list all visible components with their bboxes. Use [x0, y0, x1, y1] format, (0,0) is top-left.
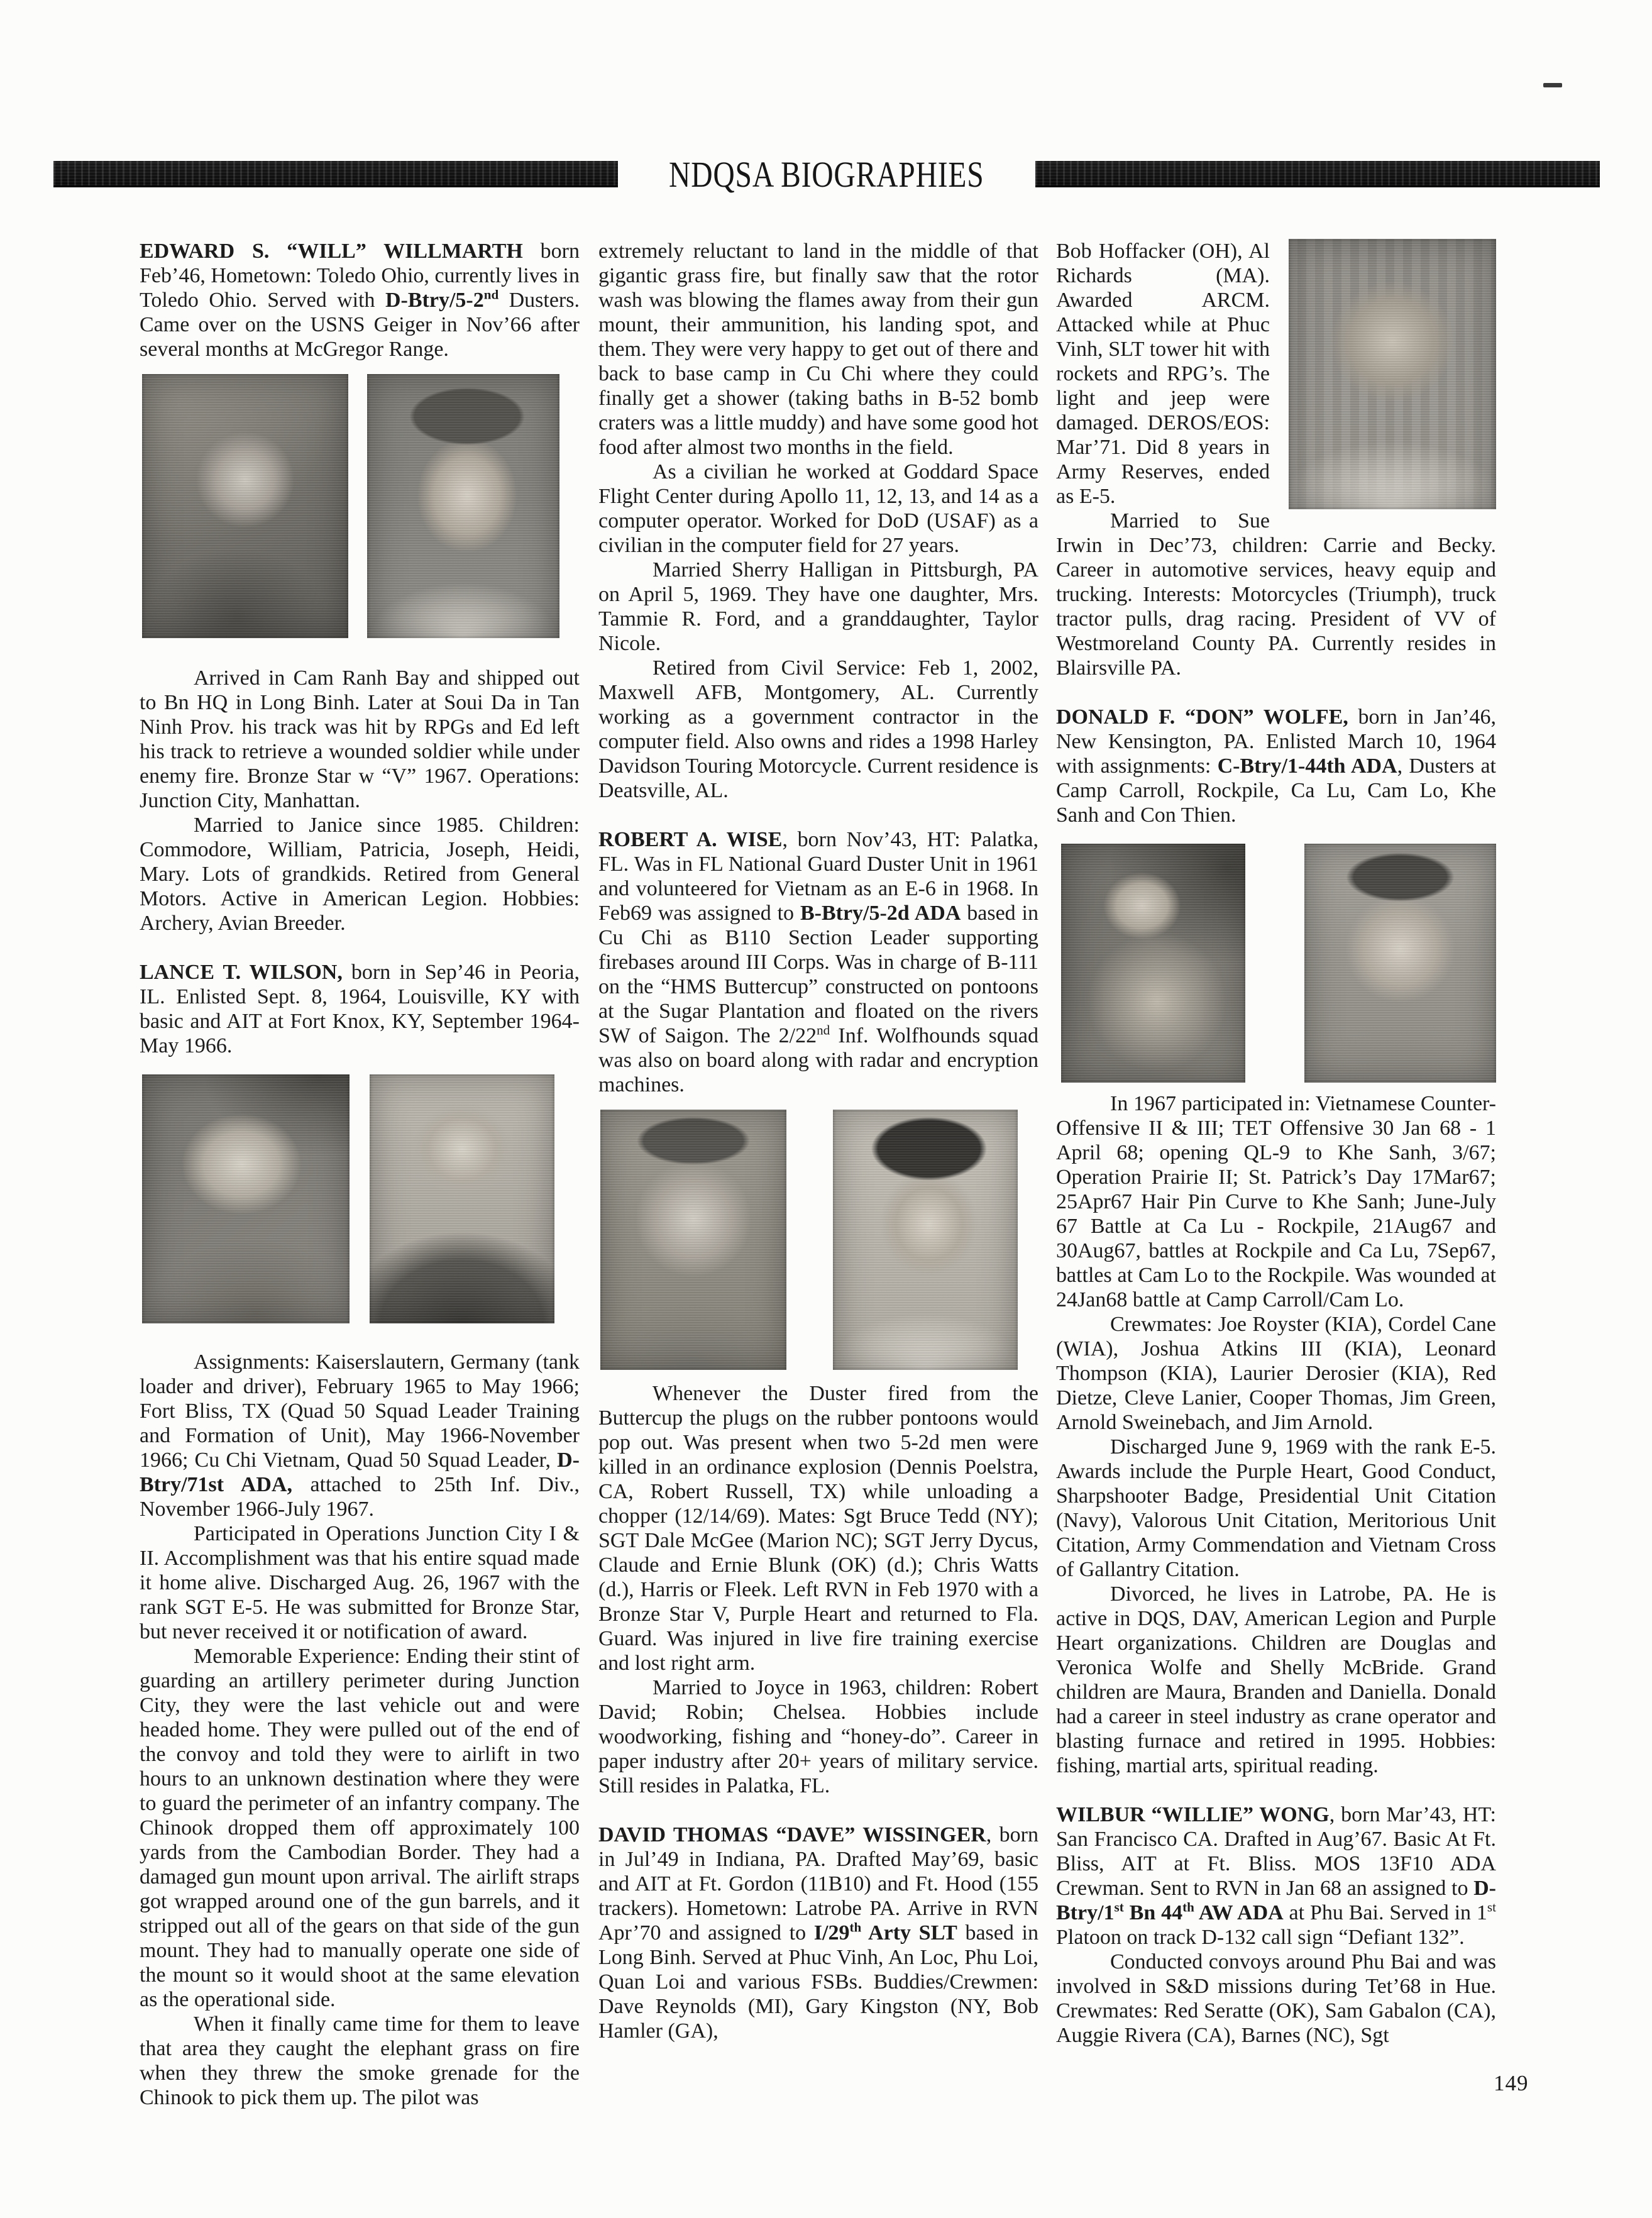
bio-wilson-assignments: Assignments: Kaiserslautern, Germany (tank loader and driver), February 1965 to May 1966; Fort Bliss, TX (Quad 50 Squad Leader Training and Formation of Unit), May 1966-November 1966; Cu Chi Vietnam, Quad 50 Squad Leader, D-Btry/71st ADA, attached to 25th Inf. Div., November 1966-July 1967. [140, 1350, 580, 1521]
column-1 [140, 239, 580, 2110]
header-bar-left [53, 161, 618, 187]
column-3 [1056, 239, 1496, 2048]
bio-wong-convoys: Conducted convoys around Phu Bai and was involved in S&D missions during Tet’68 in Hue. Crewmates: Red Seratte (OK), Sam Gabalon (CA), Auggie Rivera (CA), Barnes (NC), Sgt [1056, 1950, 1496, 2047]
bio-wolfe-family: Divorced, he lives in Latrobe, PA. He is active in DQS, DAV, American Legion and Purple Heart organizations. Children are Douglas and Veronica Wolfe and Shelly McBride. Grand children are Maura, Branden and Daniella. Donald had a career in steel industry as crane operator and blasting furnace and retired in 1995. Hobbies: fishing, martial arts, spiritual reading. [1056, 1582, 1496, 1777]
photo-row-wise [600, 1110, 1038, 1370]
bio-wilson-retirement: Retired from Civil Service: Feb 1, 2002, Maxwell AFB, Montgomery, AL. Currently working as a government contractor in the computer field. Also owns and rides a 1998 Harley Davidson Touring Motorcycle. Current residence is Deatsville, AL. [598, 656, 1038, 802]
bio-willmarth-family: Married to Janice since 1985. Children: Commodore, William, Patricia, Joseph, Heidi, Mary. Lots of grandkids. Retired from General Motors. Active in American Legion. Hobbies: Archery, Avian Breeder. [140, 814, 580, 935]
photo-wise-now [833, 1110, 1018, 1370]
bio-willmarth-intro: EDWARD S. “WILL” WILLMARTH born Feb’46, Hometown: Toledo Ohio, currently lives in Toledo Ohio. Served with D-Btry/5-2nd Dusters. Came over on the USNS Geiger in Nov’66 after several months at McGregor Range. [140, 240, 580, 361]
photo-wolfe-young [1061, 844, 1245, 1083]
photo-row-wilson [142, 1074, 580, 1323]
bio-wolfe-intro: DONALD F. “DON” WOLFE, born in Jan’46, New Kensington, PA. Enlisted March 10, 1964 with assignments: C-Btry/1-44th ADA, Dusters at Camp Carroll, Rockpile, Ca Lu, Cam Lo, Khe Sanh and Con Thien. [1056, 705, 1496, 827]
bio-willmarth-service: Arrived in Cam Ranh Bay and shipped out to Bn HQ in Long Binh. Later at Soui Da in Tan Ninh Prov. his track was hit by RPGs and Ed left his track to retrieve a wounded soldier while under enemy fire. Bronze Star w “V” 1967. Operations: Junction City, Manhattan. [140, 666, 580, 812]
bio-wolfe-crewmates: Crewmates: Joe Royster (KIA), Cordel Cane (WIA), Joshua Atkins III (KIA), Leonard Thompson (KIA), Laurier Derosier (KIA), Red Dietze, Cleve Lanier, Cooper Thomas, Jim Green, Arnold Sweinebach, and Jim Arnold. [1056, 1313, 1496, 1434]
photo-wilson-now [370, 1074, 554, 1323]
bio-wise-intro: ROBERT A. WISE, born Nov’43, HT: Palatka, FL. Was in FL National Guard Duster Unit in 1961 and volunteered for Vietnam as an E-6 in 1968. In Feb69 was assigned to B-Btry/5-2d ADA based in Cu Chi as B110 Section Leader supporting firebases around III Corps. Was in charge of B-111 on the “HMS Buttercup” constructed on pontoons at the Sugar Plantation and floated on the rivers SW of Saigon. The 2/22nd Inf. Wolfhounds squad was also on board along with radar and encryption machines. [598, 828, 1038, 1096]
bio-wise-buttercup: Whenever the Duster fired from the Buttercup the plugs on the rubber pontoons would pop out. Was present when two 5-2d men were killed in an ordinance explosion (Dennis Poelstra, CA, Robert Russell, TX) while unloading a chopper (12/14/69). Mates: Sgt Bruce Tedd (NY); SGT Dale McGee (Marion NC); SGT Jerry Dycus, Claude and Ernie Blunk (OK) (d.); Chris Watts (d.), Harris or Fleek. Left RVN in Feb 1970 with a Bronze Star V, Purple Heart and returned to Fla. Guard. Was injured in live fire training exercise and lost right arm. [598, 1382, 1038, 1675]
bio-wilson-operations: Participated in Operations Junction City I & II. Accomplishment was that his entire squad made it home alive. Discharged Aug. 26, 1967 with the rank SGT E-5. He was submitted for Bronze Star, but never received it or notification of award. [140, 1522, 580, 1643]
bio-wissinger-continued-wrap [1056, 239, 1496, 680]
bio-wolfe-operations: In 1967 participated in: Vietnamese Counter-Offensive II & III; TET Offensive 30 Jan 68 - 1 April 68; opening QL-9 to Khe Sanh, 3/67; Operation Prairie II; St. Patrick’s Day 17Mar67; 25Apr67 Hair Pin Curve to Khe Sanh; June-July 67 Battle at Ca Lu - Rockpile, 21Aug67 and 30Aug67, battles at Rockpile and Ca Lu, 7Sep67, battles at Cam Lo to the Rockpile. Was wounded at 24Jan68 battle at Camp Carroll/Cam Lo. [1056, 1092, 1496, 1311]
bio-wilson-marriage: Married Sherry Halligan in Pittsburgh, PA on April 5, 1969. They have one daughter, Mrs. Tammie R. Ford, and a granddaughter, Taylor Nicole. [598, 558, 1038, 655]
bio-wissinger-intro: DAVID THOMAS “DAVE” WISSINGER, born in Jul’49 in Indiana, PA. Drafted May’69, basic and AIT at Ft. Gordon (11B10) and Ft. Hood (155 trackers). Hometown: Latrobe PA. Arrive in RVN Apr’70 and assigned to I/29th Arty SLT based in Long Binh. Served at Phuc Vinh, An Loc, Phu Loi, Quan Loi and various FSBs. Buddies/Crewmen: Dave Reynolds (MI), Gary Kingston (NY, Bob Hamler (GA), [598, 1823, 1038, 2043]
page-number: 149 [1494, 2071, 1529, 2095]
photo-wissinger-now [1289, 239, 1496, 509]
bio-wong-intro: WILBUR “WILLIE” WONG, born Mar’43, HT: San Francisco CA. Drafted in Aug’67. Basic At Ft. Bliss, AIT at Ft. Bliss. MOS 13F10 ADA Crewman. Sent to RVN in Jan 68 an assigned to D-Btry/1st Bn 44th AW ADA at Phu Bai. Served in 1st Platoon on track D-132 call sign “Defiant 132”. [1056, 1803, 1496, 1949]
bio-wilson-continued: extremely reluctant to land in the middle of that gigantic grass fire, but finally saw that the rotor wash was blowing the flames away from their gun mount, their ammunition, his landing spot, and them. They were very happy to get out of there and back to base camp in Cu Chi where they could finally get a shower (taking baths in B-52 bomb craters was a little muddy) and have some good hot food after almost two months in the field. [598, 240, 1038, 459]
page-title-text: NDQSA BIOGRAPHIES [669, 153, 984, 195]
page-title [618, 153, 1035, 196]
bio-wissinger-family: Married to Sue Irwin in Dec’73, children: Carrie and Becky. Career in automotive services, heavy equip and trucking. Interests: Motorcycles (Triumph), truck tractor pulls, drag racing. President of VV of Westmoreland County PA. Currently resides in Blairsville PA. [1056, 509, 1496, 680]
photo-wilson-young [142, 1074, 350, 1323]
bio-wilson-civilian: As a civilian he worked at Goddard Space Flight Center during Apollo 11, 12, 13, and 14 as a computer operator. Worked for DoD (USAF) as a civilian in the computer field for 27 years. [598, 460, 1038, 557]
bio-wissinger-continued: Bob Hoffacker (OH), Al Richards (MA). Awarded ARCM. Attacked while at Phuc Vinh, SLT tower hit with rockets and RPG’s. The light and jeep were damaged. DEROS/EOS: Mar’71. Did 8 years in Army Reserves, ended as E-5. [1056, 240, 1270, 508]
photo-wolfe-now [1304, 844, 1496, 1083]
header-bar-right [1035, 161, 1600, 187]
photo-row-wolfe [1061, 844, 1496, 1083]
photo-wise-young [600, 1110, 786, 1370]
bio-wilson-memorable: Memorable Experience: Ending their stint of guarding an artillery perimeter during Junction City, they were the last vehicle out and were headed home. They were pulled out of the end of the convoy and told they were to airlift in two hours to an unknown destination where they were to guard the perimeter of an infantry company. The Chinook dropped them off approximately 100 yards from the Cambodian Border. They had a damaged gun mount upon arrival. The airlift straps got wrapped around one of the gun barrels, and it stripped out all of the gears on that side of the gun mount. They had to manually operate one side of the mount so it would shoot at the same elevation as the operational side. [140, 1645, 580, 2011]
bio-wilson-leaving: When it finally came time for them to leave that area they caught the elephant grass on fire when they threw the smoke grenade for the Chinook to pick them up. The pilot was [140, 2012, 580, 2109]
column-2 [598, 239, 1038, 2043]
bio-wilson-intro: LANCE T. WILSON, born in Sep’46 in Peoria, IL. Enlisted Sept. 8, 1964, Louisville, KY with basic and AIT at Fort Knox, KY, September 1964-May 1966. [140, 961, 580, 1057]
photo-row-willmarth [142, 374, 580, 638]
photo-willmarth-young [142, 374, 348, 638]
bio-wise-family: Married to Joyce in 1963, children: Robert David; Robin; Chelsea. Hobbies include woodworking, fishing and “honey-do”. Career in paper industry after 20+ years of military service. Still resides in Palatka, FL. [598, 1676, 1038, 1797]
corner-dash [1543, 83, 1562, 87]
photo-willmarth-now [367, 374, 559, 638]
page-header [53, 153, 1600, 195]
bio-wolfe-awards: Discharged June 9, 1969 with the rank E-5. Awards include the Purple Heart, Good Conduct, Sharpshooter Badge, Presidential Unit Citation (Navy), Valorous Unit Citation, Meritorious Unit Citation, Army Commendation and Vietnam Cross of Gallantry Citation. [1056, 1435, 1496, 1581]
